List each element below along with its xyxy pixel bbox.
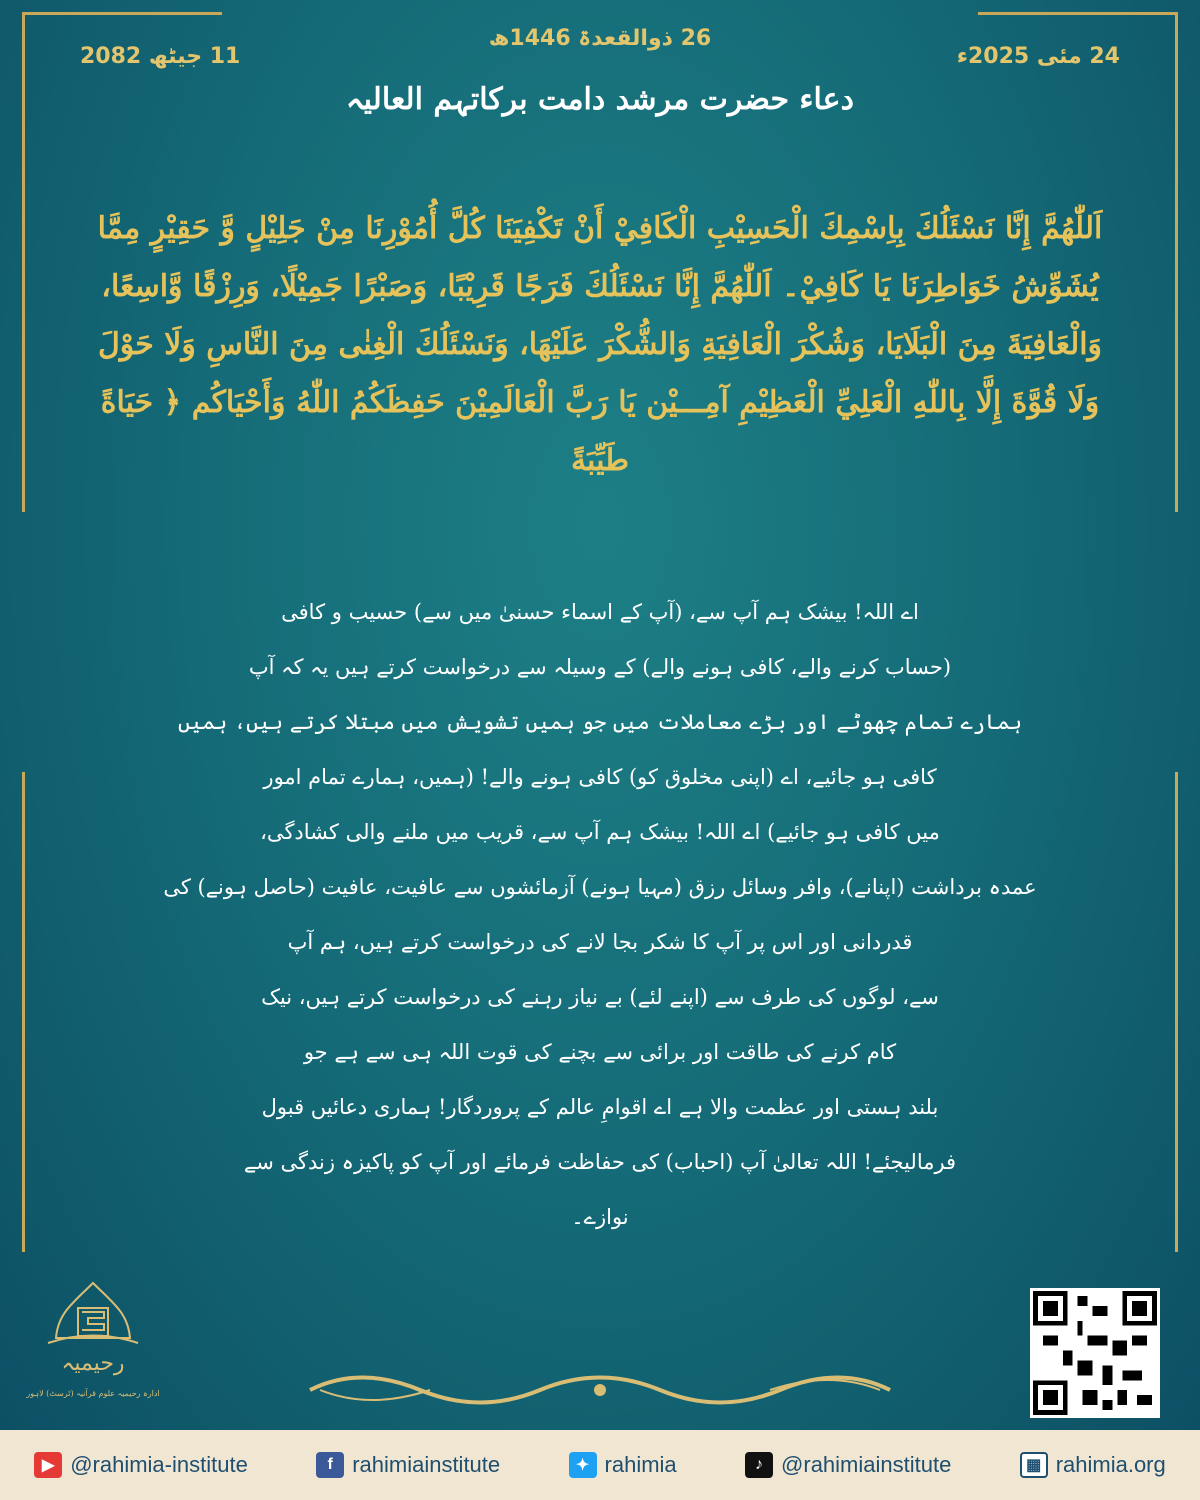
youtube-link[interactable] (34, 1452, 248, 1478)
urdu-line: عمدہ برداشت (اپنانے)، وافر وسائل رزق (مہیا ہونے) آزمائشوں سے عافیت، عافیت (حاصل ہونے) کی (163, 875, 1037, 899)
youtube-icon: ▶ (34, 1452, 62, 1478)
urdu-line: میں کافی ہو جائیے) اے اللہ! بیشک ہم آپ سے، قریب میں ملنے والی کشادگی، (260, 820, 940, 844)
twitter-link[interactable] (569, 1452, 677, 1478)
youtube-handle: @rahimia-institute (70, 1452, 248, 1477)
frame-top-left-line (22, 12, 222, 15)
website-link[interactable] (1020, 1452, 1166, 1478)
urdu-line: (حساب کرنے والے، کافی ہونے والے) کے وسیلہ سے درخواست کرتے ہیں یہ کہ آپ (248, 655, 952, 679)
facebook-handle: rahimiainstitute (352, 1452, 501, 1477)
social-footer (0, 1430, 1200, 1500)
rahimia-logo (26, 1278, 160, 1408)
frame-top-right-line (978, 12, 1178, 15)
website-url: rahimia.org (1055, 1452, 1166, 1477)
urdu-line: ہمارے تمام چھوٹے اور بڑے معاملات میں جو ہمیں تشویش میں مبتلا کرتے ہیں، ہمیں (177, 710, 1023, 734)
urdu-translation (90, 585, 1110, 1245)
arabic-supplication: اَللّٰهُمَّ إِنَّا نَسْئَلُكَ بِاِسْمِكَ الْحَسِيْبِ الْكَافِيْ أَنْ تَكْفِيَنَا كُلَّ أُمُوْرِنَا مِنْ جَلِيْلٍ وَّ حَقِيْرٍ مِمَّا يُشَوِّشُ خَوَاطِرَنَا يَا كَافِيْ۔ اَللّٰهُمَّ إِنَّا نَسْئَلُكَ فَرَجًا قَرِيْبًا، وَصَبْرًا جَمِيْلًا، وَرِزْقًا وَّاسِعًا، وَالْعَافِيَةَ مِنَ الْبَلَايَا، وَشُكْرَ الْعَافِيَةِ وَالشُّكْرَ عَلَيْهَا، وَنَسْئَلُكَ الْغِنٰى مِنَ النَّاسِ وَلَا حَوْلَ وَلَا قُوَّةَ إِلَّا بِاللّٰهِ الْعَلِيِّ الْعَظِيْمِ آمِـــيْن يَا رَبَّ الْعَالَمِيْنَ حَفِظَكُمُ اللّٰهُ وَأَحْيَاكُم ﴿ حَيَاةً طَيِّبَةً (97, 211, 1103, 478)
urdu-line: سے، لوگوں کی طرف سے (اپنے لئے) بے نیاز رہنے کی درخواست کرتے ہیں، نیک (261, 985, 939, 1009)
urdu-line: نوازے۔ (571, 1205, 629, 1229)
qr-code-icon[interactable] (1030, 1288, 1160, 1418)
twitter-icon: ✦ (569, 1452, 597, 1478)
urdu-line: کافی ہو جائیے، اے (اپنی مخلوق کو) کافی ہونے والے! (ہمیں، ہمارے تمام امور (263, 765, 937, 789)
tiktok-icon: ♪ (745, 1452, 773, 1478)
facebook-link[interactable] (316, 1452, 500, 1478)
urdu-line: بلند ہستی اور عظمت والا ہے اے اقوامِ عالم کے پروردگار! ہماری دعائیں قبول (261, 1095, 939, 1119)
date-gregorian: 24 مئی 2025ء (956, 44, 1120, 69)
logo-text: رحیمیہ (61, 1351, 125, 1376)
urdu-line: قدردانی اور اس پر آپ کا شکر بجا لانے کی درخواست کرتے ہیں، ہم آپ (287, 930, 913, 954)
facebook-icon: f (316, 1452, 344, 1478)
date-bikrami: 11 جیٹھ 2082 (80, 44, 241, 69)
twitter-handle: rahimia (604, 1452, 677, 1477)
urdu-line: اے اللہ! بیشک ہم آپ سے، (آپ کے اسماء حسنیٰ میں سے) حسیب و کافی (281, 600, 919, 624)
tiktok-link[interactable] (745, 1452, 951, 1478)
urdu-line: فرمالیجئے! اللہ تعالیٰ آپ (احباب) کی حفاظت فرمائے اور آپ کو پاکیزہ زندگی سے (243, 1150, 957, 1174)
logo-subtitle: ادارہ رحیمیہ علوم قرآنیہ (ٹرسٹ) لاہور (26, 1389, 160, 1398)
page-title: دعاء حضرت مرشد دامت برکاتہم العالیہ (346, 82, 854, 117)
frame-left-bottom-line (22, 772, 25, 1252)
urdu-line: کام کرنے کی طاقت اور برائی سے بچنے کی قوت اللہ ہی سے ہے جو (303, 1040, 897, 1064)
gold-ornament (300, 1365, 900, 1415)
frame-right-bottom-line (1175, 772, 1178, 1252)
website-icon: ▦ (1020, 1452, 1048, 1478)
tiktok-handle: @rahimiainstitute (781, 1452, 952, 1477)
date-hijri: 26 ذوالقعدۃ 1446ھ (488, 26, 712, 51)
